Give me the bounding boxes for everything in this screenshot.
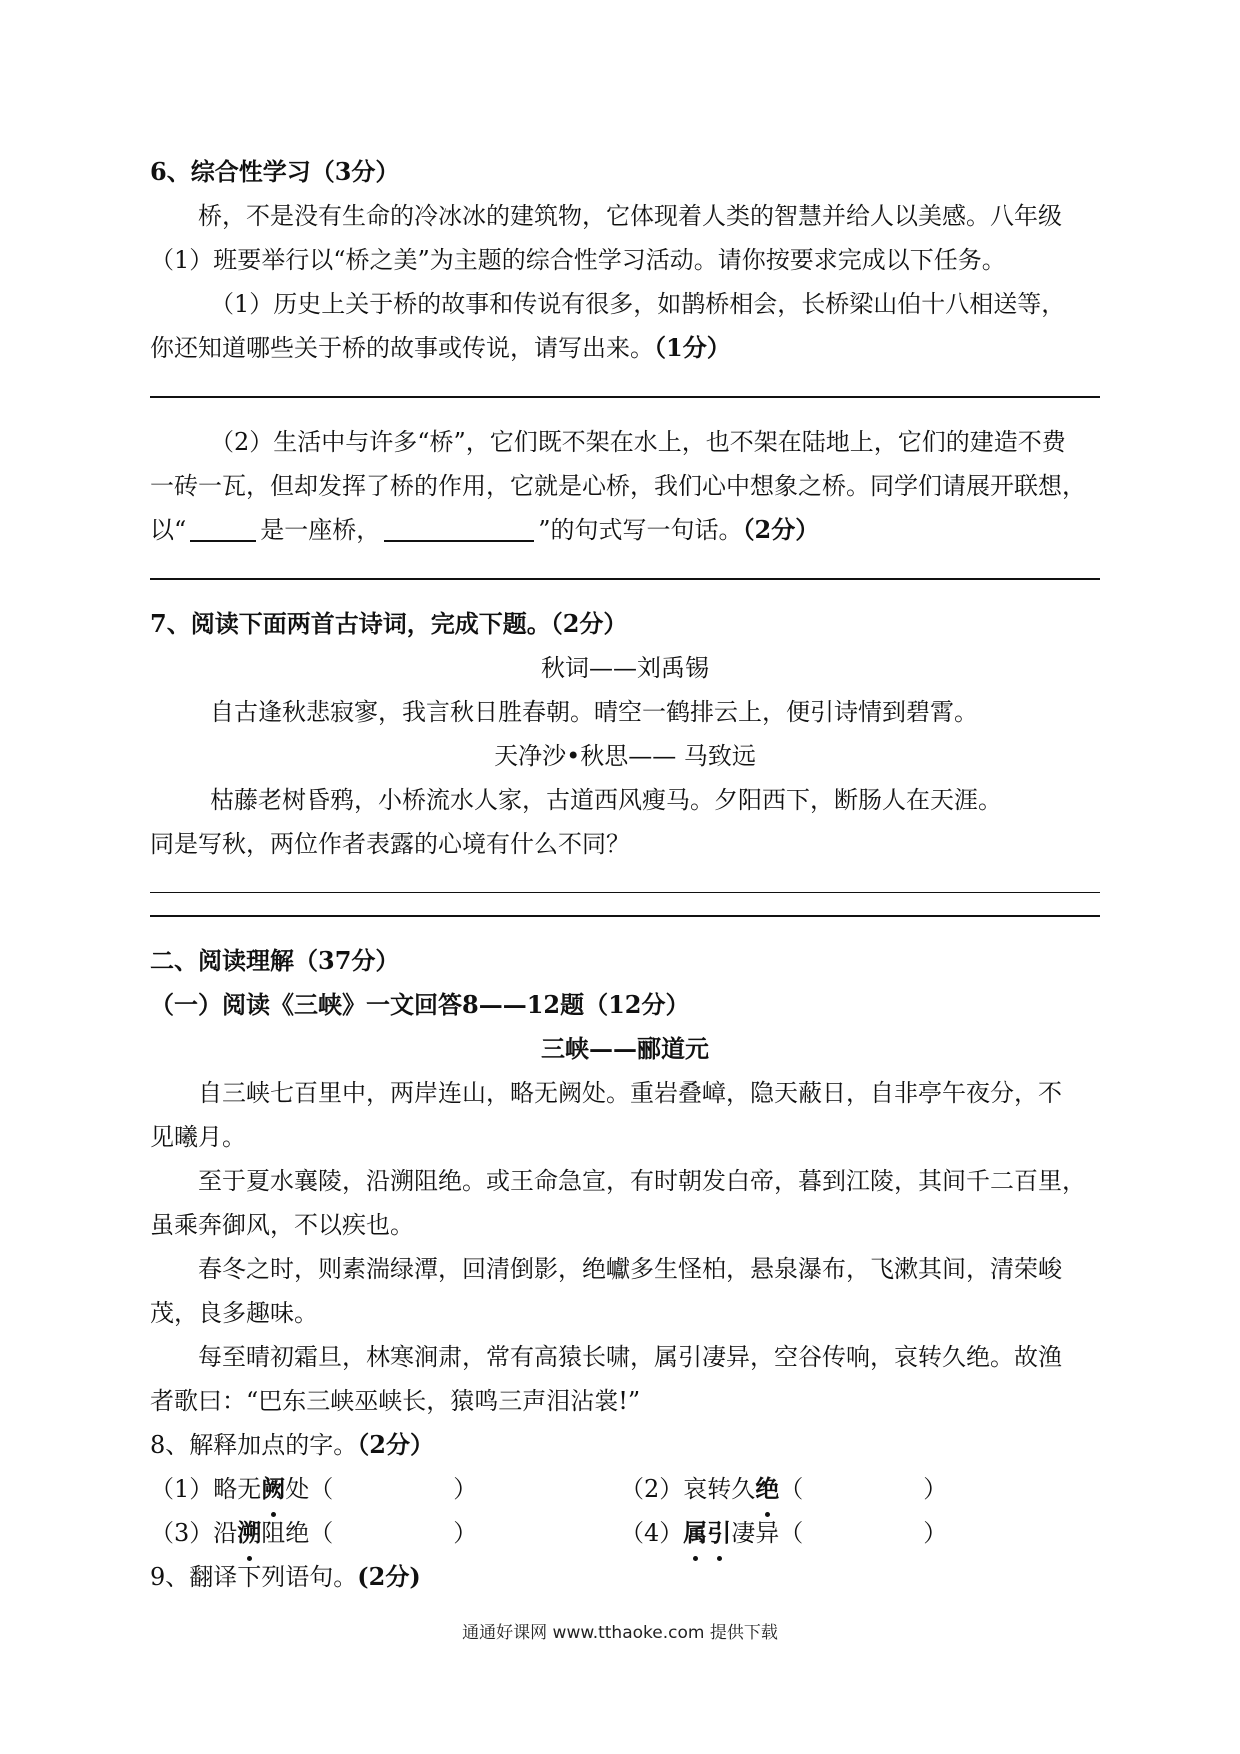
q7-answer-line-2[interactable] — [150, 915, 1100, 917]
q8-item-4-dotted-char-2: 引 — [707, 1511, 731, 1555]
q6-part2-score: （2分） — [742, 515, 820, 544]
poem2-text: 枯藤老树昏鸦，小桥流水人家，古道西风瘦马。夕阳西下，断肠人在天涯。 — [210, 786, 1002, 814]
q6-part1-score: （1分） — [654, 333, 731, 362]
q9-score: (2分) — [357, 1562, 421, 1591]
passage-p1-line-1: 自三峡七百里中，两岸连山，略无阙处。重岩叠嶂，隐天蔽日，自非亭午夜分，不 — [198, 1079, 1062, 1107]
q8-item-4-post: 凄异（ — [731, 1519, 804, 1547]
q8-heading — [150, 1423, 1100, 1467]
passage-p4-line-2: 者歌曰：“巴东三峡巫峡长，猿鸣三声泪沾裳!” — [150, 1387, 641, 1415]
q6-part2-mid: 是一座桥， — [260, 516, 381, 544]
q6-part2-line-3 — [150, 508, 1100, 552]
page-footer: 通通好课网 www.tthaoke.com 提供下载 — [462, 1623, 778, 1643]
q8-item-1-pre: （1）略无 — [150, 1475, 262, 1503]
q8-item-1-close: ） — [453, 1475, 478, 1503]
q6-part1-line-1: （1）历史上关于桥的故事和传说有很多，如鹊桥相会，长桥梁山伯十八相送等， — [210, 290, 1066, 318]
q6-part1-line-2 — [150, 326, 1100, 370]
exam-page — [150, 150, 1100, 1599]
q6-part2-answer-line[interactable] — [150, 578, 1100, 580]
q8-item-4-close: ） — [923, 1519, 948, 1547]
passage-p2-line-2: 虽乘奔御风，不以疾也。 — [150, 1211, 414, 1239]
section2-sub1: （一）阅读《三峡》一文回答8——12题（12分） — [150, 990, 690, 1019]
q8-item-3-pre: （3）沿 — [150, 1519, 238, 1547]
q8-item-4[interactable] — [580, 1511, 1050, 1555]
q8-item-3-close: ） — [453, 1519, 478, 1547]
q8-item-3-post: 阻绝（ — [261, 1519, 334, 1547]
q9-heading-text: 9、翻译下列语句。 — [150, 1563, 358, 1591]
q6-part1-answer-line[interactable] — [150, 396, 1100, 398]
q8-item-3-dotted-char: 溯 — [237, 1511, 261, 1555]
q6-intro-line-1: 桥，不是没有生命的冷冰冰的建筑物，它体现着人类的智慧并给人以美感。八年级 — [198, 202, 1062, 230]
q8-item-2-post: （ — [779, 1475, 804, 1503]
passage-p4-line-1: 每至晴初霜旦，林寒涧肃，常有高猿长啸，属引凄异，空谷传响，哀转久绝。故渔 — [198, 1343, 1062, 1371]
q6-blank-2[interactable] — [384, 514, 534, 542]
q8-item-2-close: ） — [923, 1475, 948, 1503]
q8-score: （2分） — [357, 1430, 434, 1459]
passage-p3-line-2: 茂，良多趣味。 — [150, 1299, 318, 1327]
q8-item-2-pre: （2）哀转久 — [620, 1475, 756, 1503]
q8-item-1-post: 处（ — [285, 1475, 334, 1503]
q8-item-1-dotted-char: 阙 — [261, 1467, 285, 1511]
section2-heading: 二、阅读理解（37分） — [150, 946, 400, 975]
q8-row-1 — [150, 1467, 1100, 1511]
q6-heading: 6、综合性学习（3分） — [150, 157, 400, 186]
q6-part2-tail: ”的句式写一句话。 — [538, 516, 743, 544]
passage-p2-line-1: 至于夏水襄陵，沿溯阻绝。或王命急宣，有时朝发白帝，暮到江陵，其间千二百里， — [198, 1167, 1086, 1195]
q6-blank-1[interactable] — [190, 514, 256, 542]
q6-part2-open-quote: 以“ — [150, 516, 187, 544]
q8-item-4-pre: （4） — [620, 1519, 684, 1547]
passage-p1-line-2: 见曦月。 — [150, 1123, 246, 1151]
passage-title: 三峡——郦道元 — [541, 1034, 709, 1063]
poem1-title: 秋词——刘禹锡 — [541, 654, 709, 682]
q8-item-4-dotted-char-1: 属 — [683, 1511, 707, 1555]
q9-heading — [150, 1555, 1100, 1599]
q6-part2-line-1: （2）生活中与许多“桥”，它们既不架在水上，也不架在陆地上，它们的建造不费 — [210, 428, 1066, 456]
q7-question: 同是写秋，两位作者表露的心境有什么不同？ — [150, 830, 630, 858]
q8-item-2[interactable] — [580, 1467, 1050, 1511]
q7-answer-line-1[interactable] — [150, 892, 1100, 893]
q7-heading: 7、阅读下面两首古诗词，完成下题。（2分） — [150, 609, 628, 638]
passage-p3-line-1: 春冬之时，则素湍绿潭，回清倒影，绝巘多生怪柏，悬泉瀑布，飞漱其间，清荣峻 — [198, 1255, 1062, 1283]
q8-heading-text: 8、解释加点的字。 — [150, 1431, 358, 1459]
q8-item-1[interactable] — [150, 1467, 580, 1511]
poem2-title: 天净沙•秋思—— 马致远 — [494, 742, 756, 770]
q6-part2-line-2: 一砖一瓦，但却发挥了桥的作用，它就是心桥，我们心中想象之桥。同学们请展开联想， — [150, 472, 1086, 500]
q6-part1-text: 你还知道哪些关于桥的故事或传说，请写出来。 — [150, 334, 654, 362]
q6-intro-line-2: （1）班要举行以“桥之美”为主题的综合性学习活动。请你按要求完成以下任务。 — [150, 246, 1006, 274]
q8-item-3[interactable] — [150, 1511, 580, 1555]
q8-row-2 — [150, 1511, 1100, 1555]
q8-item-2-dotted-char: 绝 — [755, 1467, 779, 1511]
poem1-text: 自古逢秋悲寂寥，我言秋日胜春朝。晴空一鹤排云上，便引诗情到碧霄。 — [210, 698, 978, 726]
